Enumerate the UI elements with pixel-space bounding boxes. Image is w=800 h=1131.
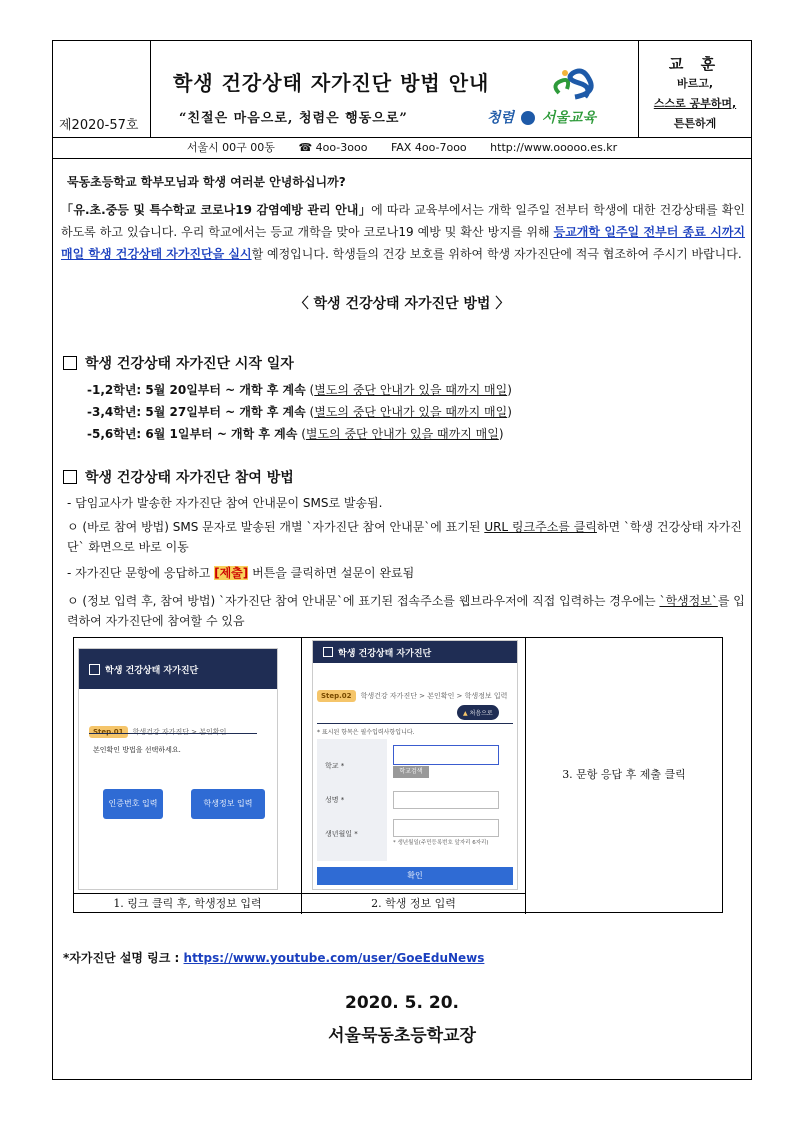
address: 서울시 00구 00동 xyxy=(186,141,275,154)
doc-number-cell xyxy=(53,41,151,137)
required-note: * 표시된 항목은 필수입력사항입니다. xyxy=(317,729,415,736)
step-3-text: 3. 문항 응답 후 제출 클릭 xyxy=(562,768,686,781)
doc-title: 학생 건강상태 자가진단 방법 안내 xyxy=(173,71,490,95)
section-title: 〈 학생 건강상태 자가진단 방법 〉 xyxy=(294,296,510,312)
birth-label: 생년월일 * xyxy=(325,830,358,838)
start-date-heading xyxy=(63,353,294,373)
school-motto-line: 스스로 공부하며, xyxy=(653,97,737,110)
integrity-motto: “친절은 마음으로, 청렴은 행동으로” xyxy=(179,111,408,126)
fax: FAX 4oo-7ooo xyxy=(390,141,467,154)
schedule-row: -3,4학년: 5월 27일부터 ~ 개학 후 계속 (별도의 중단 안내가 있을 때까지 매일) xyxy=(87,405,512,419)
doc-number: 제2020-57호 xyxy=(59,118,139,133)
birth-input[interactable] xyxy=(393,819,499,837)
start-date-heading-text: 학생 건강상태 자가진단 시작 일자 xyxy=(85,356,294,372)
screen-header: 학생 건강상태 자가진단 xyxy=(79,649,277,689)
verification-code-button[interactable]: 인증번호 입력 xyxy=(103,789,163,819)
name-input[interactable] xyxy=(393,791,499,809)
guide-link-label: *자가진단 설명 링크 : xyxy=(63,951,184,965)
breadcrumb: 학생건강 자가진단 > 본인확인 xyxy=(132,728,227,736)
guideline-title: 「유.초.중등 및 특수학교 코로나19 감염예방 관리 안내」 xyxy=(61,203,372,217)
school-motto-line: 튼튼하게 xyxy=(673,117,717,130)
school-motto-cell xyxy=(639,41,751,137)
step-badge: Step.02 xyxy=(317,690,356,702)
seoul-education-logo-icon xyxy=(549,63,601,103)
schedule-note: 별도의 중단 안내가 있을 때까지 매일 xyxy=(314,405,508,419)
intro-text: 에 따라 교육부에서는 개학 일주일 전부터 학생에 대한 건강상태를 확인하도록 하고 있습니다. 우리 학교에서는 등교 개학을 맞아 코로나19 예방 및 확산 방지를 위해 xyxy=(61,203,745,239)
signer: 서울묵동초등학교장 xyxy=(328,1026,476,1046)
schedule-grade: -3,4학년: 5월 27일부터 ~ 개학 후 계속 xyxy=(87,405,306,419)
guide-link[interactable]: https://www.youtube.com/user/GoeEduNews xyxy=(183,951,485,965)
method-heading xyxy=(63,467,294,487)
app-icon xyxy=(323,647,333,657)
brand-part-1: 청렴 xyxy=(487,110,515,126)
school-motto-heading: 교 훈 xyxy=(668,55,722,73)
app-icon xyxy=(89,664,100,675)
caption: 2. 학생 정보 입력 xyxy=(302,893,525,914)
screenshot-cell-2 xyxy=(302,638,526,914)
prompt-text: 본인확인 방법을 선택하세요. xyxy=(93,746,181,754)
screen-identity xyxy=(78,648,278,890)
method-line: ㅇ (정보 입력 후, 참여 방법) `자가진단 참여 안내문`에 표기된 접속주소를 웹브라우저에 직접 입력하는 경우에는 `학생정보`를 입력하여 자가진단에 참여할 수 있음 xyxy=(67,594,745,628)
birth-hint: * 생년월일(주민등록번호 앞자리 6자리) xyxy=(393,840,489,846)
school-input[interactable] xyxy=(393,745,499,765)
step-badge: Step.01 xyxy=(89,726,128,738)
school-motto-line: 바르고, xyxy=(676,77,714,90)
school-label: 학교 * xyxy=(325,762,345,770)
school-search-button[interactable]: 학교검색 xyxy=(393,766,429,778)
school-url[interactable]: http://www.ooooo.es.kr xyxy=(490,141,618,154)
method-line: - 자가진단 문항에 응답하고 [제출] 버튼을 클릭하면 설문이 완료됨 xyxy=(67,566,415,580)
home-icon: ▲ xyxy=(463,710,468,717)
document-frame xyxy=(52,40,752,1080)
schedule-note: 별도의 중단 안내가 있을 때까지 매일 xyxy=(314,383,508,397)
screenshot-table xyxy=(73,637,723,913)
letterhead xyxy=(53,41,751,138)
screen-header: 학생 건강상태 자가진단 xyxy=(313,641,517,663)
contact-bar xyxy=(53,137,751,159)
intro-paragraph xyxy=(61,199,745,265)
submit-label: [제출] xyxy=(214,566,249,580)
breadcrumb: 학생건강 자가진단 > 본인확인 > 학생정보 입력 xyxy=(360,692,508,700)
schedule-row: -1,2학년: 5월 20일부터 ~ 개학 후 계속 (별도의 중단 안내가 있을 때까지 매일) xyxy=(87,383,512,397)
guide-link-row xyxy=(63,949,484,966)
schedule-note: 별도의 중단 안내가 있을 때까지 매일 xyxy=(305,427,499,441)
divider xyxy=(89,733,257,734)
url-click-text: URL 링크주소를 클릭 xyxy=(484,520,597,534)
intro-text-end: 할 예정입니다. 학생들의 건강 보호를 위하여 학생 자가진단에 적극 협조하여 주시기 바랍니다. xyxy=(251,247,742,261)
step-row xyxy=(89,719,226,738)
method-line: - 담임교사가 발송한 자가진단 참여 안내문이 SMS로 발송됨. xyxy=(67,496,383,510)
checkbox-icon xyxy=(63,356,77,370)
phone: ☎ 4oo-3ooo xyxy=(298,141,368,154)
checkbox-icon xyxy=(63,470,77,484)
title-cell xyxy=(151,41,639,137)
seoul-emblem-icon xyxy=(521,111,535,125)
issue-date: 2020. 5. 20. xyxy=(344,993,459,1013)
schedule-grade: -5,6학년: 6월 1일부터 ~ 개학 후 계속 xyxy=(87,427,298,441)
greeting: 묵동초등학교 학부모님과 학생 여러분 안녕하십니까? xyxy=(67,175,346,189)
method-heading-text: 학생 건강상태 자가진단 참여 방법 xyxy=(85,470,294,486)
student-info-button[interactable]: 학생정보 입력 xyxy=(191,789,265,819)
home-button[interactable]: ▲ 처음으로 xyxy=(457,705,499,720)
step-row xyxy=(317,683,507,702)
brand-text xyxy=(487,107,596,127)
name-label: 성명 * xyxy=(325,796,345,804)
screen-student-info xyxy=(312,640,518,890)
student-info-text: `학생정보` xyxy=(659,594,718,608)
divider xyxy=(317,723,513,724)
screenshot-cell-1 xyxy=(74,638,302,914)
caption: 1. 링크 클릭 후, 학생정보 입력 xyxy=(74,893,301,914)
method-line: ㅇ (바로 참여 방법) SMS 문자로 발송된 개별 `자가진단 참여 안내문`에 표기된 URL 링크주소를 클릭하면 `학생 건강상태 자가진단` 화면으로 바로 이동 xyxy=(67,520,742,554)
schedule-grade: -1,2학년: 5월 20일부터 ~ 개학 후 계속 xyxy=(87,383,306,397)
brand-part-2: 서울교육 xyxy=(541,110,596,126)
highlight-text: 등교개학 일주일 전부터 종료 시까지 매일 학생 건강상태 자가진단을 실시 xyxy=(61,225,746,261)
schedule-row: -5,6학년: 6월 1일부터 ~ 개학 후 계속 (별도의 중단 안내가 있을 때까지 매일) xyxy=(87,427,504,441)
confirm-button[interactable]: 확인 xyxy=(317,867,513,885)
screenshot-cell-3 xyxy=(526,638,722,914)
